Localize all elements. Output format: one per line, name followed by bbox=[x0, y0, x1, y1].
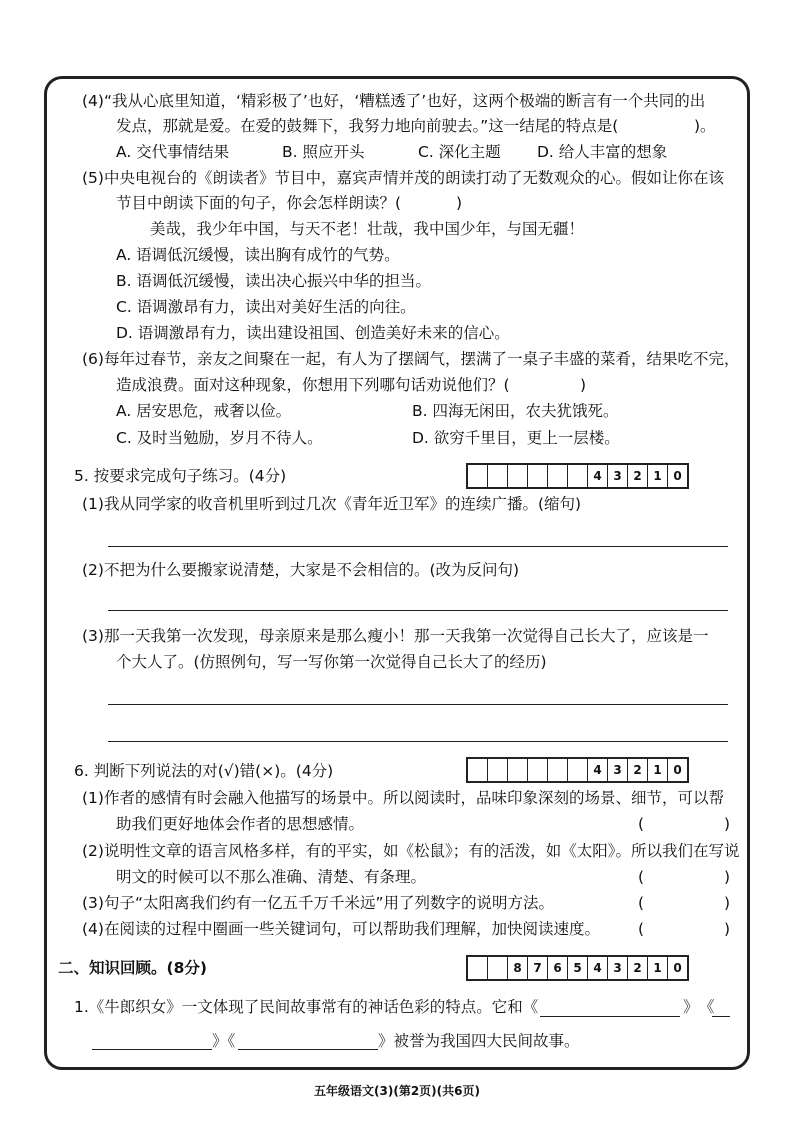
q6-option-c: C. 及时当勉励，岁月不待人。 bbox=[116, 429, 323, 447]
blank-line[interactable] bbox=[92, 1049, 212, 1050]
q6-score-box bbox=[466, 757, 689, 783]
q4-option-b: B. 照应开头 bbox=[282, 143, 365, 161]
section2-q1-line2-end: 》被誉为我国四大民间故事。 bbox=[378, 1032, 580, 1050]
score-cell bbox=[508, 465, 528, 487]
score-cell bbox=[488, 465, 508, 487]
q5-score-box bbox=[466, 463, 689, 489]
q6-item1-paren-open[interactable]: ( bbox=[638, 815, 645, 833]
score-cell: 3 bbox=[608, 759, 628, 781]
q6-item1-line1: (1)作者的感情有时会融入他描写的场景中。所以阅读时，品味印象深刻的场景、细节，可以帮 bbox=[82, 789, 724, 807]
score-cell: 3 bbox=[608, 957, 628, 979]
q4-text-line2: 发点，那就是爱。在爱的鼓舞下，我努力地向前驶去。”这一结尾的特点是( bbox=[116, 117, 619, 135]
score-cell bbox=[528, 759, 548, 781]
q5-text-line1: (5)中央电视台的《朗读者》节目中，嘉宾声情并茂的朗读打动了无数观众的心。假如让你在该 bbox=[82, 169, 724, 187]
q6-option-d: D. 欲穷千里目，更上一层楼。 bbox=[412, 429, 620, 447]
score-cell bbox=[528, 465, 548, 487]
section2-q1-brackets: 》《 bbox=[212, 1032, 236, 1050]
q6-option-b: B. 四海无闲田，农夫犹饿死。 bbox=[412, 402, 619, 420]
score-cell bbox=[548, 465, 568, 487]
page-footer: 五年级语文(3)(第2页)(共6页) bbox=[314, 1084, 480, 1098]
score-cell: 4 bbox=[588, 465, 608, 487]
score-cell bbox=[488, 759, 508, 781]
blank-line[interactable] bbox=[540, 1016, 680, 1017]
q6-item2-paren-open[interactable]: ( bbox=[638, 868, 645, 886]
score-cell: 5 bbox=[568, 957, 588, 979]
q6-item1-line2: 助我们更好地体会作者的思想感情。 bbox=[116, 815, 365, 833]
section2-score-box bbox=[466, 955, 689, 981]
section2-q1-line1: 1.《牛郎织女》一文体现了民间故事常有的神话色彩的特点。它和《 bbox=[74, 998, 539, 1016]
section2-q1-bracket-close: 》 bbox=[683, 998, 699, 1016]
q5-option-a: A. 语调低沉缓慢，读出胸有成竹的气势。 bbox=[116, 246, 400, 264]
score-cell: 7 bbox=[528, 957, 548, 979]
q6-item4-paren-close: ) bbox=[724, 920, 731, 938]
score-cell: 4 bbox=[588, 759, 608, 781]
score-cell bbox=[508, 759, 528, 781]
q5-option-d: D. 语调激昂有力，读出建设祖国、创造美好未来的信心。 bbox=[116, 324, 510, 342]
score-cell: 2 bbox=[628, 465, 648, 487]
score-cell bbox=[468, 957, 488, 979]
q5-option-b: B. 语调低沉缓慢，读出决心振兴中华的担当。 bbox=[116, 272, 431, 290]
q4-text-line1: (4)“我从心底里知道，‘精彩极了’也好，‘糟糕透了’也好，这两个极端的断言有一个共同的出 bbox=[82, 92, 706, 110]
q6-item2-line1: (2)说明性文章的语言风格多样，有的平实，如《松鼠》；有的活泼，如《太阳》。所以我们在写说 bbox=[82, 842, 740, 860]
q5-item1: (1)我从同学家的收音机里听到过几次《青年近卫军》的连续广播。(缩句) bbox=[82, 495, 582, 513]
score-cell bbox=[568, 465, 588, 487]
q6-answer-paren-close: ) bbox=[580, 376, 587, 394]
answer-line[interactable] bbox=[108, 610, 728, 611]
q5-answer-paren-close: ) bbox=[456, 194, 463, 212]
q5-quote: 美哉，我少年中国，与天不老！壮哉，我中国少年，与国无疆！ bbox=[150, 220, 585, 238]
score-cell bbox=[548, 759, 568, 781]
q6-section-title: 6. 判断下列说法的对(√)错(×)。(4分) bbox=[74, 762, 334, 780]
q4-option-c: C. 深化主题 bbox=[418, 143, 501, 161]
q6-text-line2: 造成浪费。面对这种现象，你想用下列哪句话劝说他们？( bbox=[116, 376, 510, 394]
q5-item3-line2: 个大人了。(仿照例句，写一写你第一次觉得自己长大了的经历) bbox=[116, 653, 547, 671]
q4-answer-paren-close: )。 bbox=[694, 117, 716, 135]
q6-item3-paren-open[interactable]: ( bbox=[638, 894, 645, 912]
score-cell: 6 bbox=[548, 957, 568, 979]
q6-item2-line2: 明文的时候可以不那么准确、清楚、有条理。 bbox=[116, 868, 427, 886]
score-cell: 2 bbox=[628, 759, 648, 781]
score-cell: 0 bbox=[673, 469, 682, 483]
score-cell bbox=[468, 759, 488, 781]
q5-item3-line1: (3)那一天我第一次发现，母亲原来是那么瘦小！那一天我第一次觉得自己长大了，应该是一 bbox=[82, 627, 709, 645]
q6-option-a: A. 居安思危，戒奢以俭。 bbox=[116, 402, 292, 420]
answer-line[interactable] bbox=[108, 546, 728, 547]
blank-line[interactable] bbox=[712, 1016, 730, 1017]
blank-line[interactable] bbox=[238, 1049, 378, 1050]
score-cell: 0 bbox=[673, 763, 682, 777]
answer-line[interactable] bbox=[108, 704, 728, 705]
score-cell: 3 bbox=[608, 465, 628, 487]
q5-section-title: 5. 按要求完成句子练习。(4分) bbox=[74, 467, 287, 485]
q6-item2-paren-close: ) bbox=[724, 868, 731, 886]
q5-option-c: C. 语调激昂有力，读出对美好生活的向往。 bbox=[116, 298, 416, 316]
q4-option-d: D. 给人丰富的想象 bbox=[537, 143, 668, 161]
score-cell: 1 bbox=[648, 465, 668, 487]
score-cell bbox=[568, 759, 588, 781]
q6-item4: (4)在阅读的过程中圈画一些关键词句，可以帮助我们理解，加快阅读速度。 bbox=[82, 920, 600, 938]
score-cell: 2 bbox=[628, 957, 648, 979]
score-cell bbox=[488, 957, 508, 979]
score-cell: 4 bbox=[588, 957, 608, 979]
score-cell: 0 bbox=[673, 961, 682, 975]
q4-option-a: A. 交代事情结果 bbox=[116, 143, 230, 161]
answer-line[interactable] bbox=[108, 741, 728, 742]
q6-item3-paren-close: ) bbox=[724, 894, 731, 912]
score-cell bbox=[468, 465, 488, 487]
score-cell: 8 bbox=[508, 957, 528, 979]
score-cell: 1 bbox=[648, 957, 668, 979]
q5-item2: (2)不把为什么要搬家说清楚，大家是不会相信的。(改为反问句) bbox=[82, 561, 520, 579]
score-cell: 1 bbox=[648, 759, 668, 781]
q6-text-line1: (6)每年过春节，亲友之间聚在一起，有人为了摆阔气，摆满了一桌子丰盛的菜肴，结果吃不完， bbox=[82, 350, 740, 368]
q6-item1-paren-close: ) bbox=[724, 815, 731, 833]
q6-item3: (3)句子“太阳离我们约有一亿五千万千米远”用了列数字的说明方法。 bbox=[82, 894, 555, 912]
q5-text-line2: 节目中朗读下面的句子，你会怎样朗读？( bbox=[116, 194, 402, 212]
section2-title: 二、知识回顾。(8分) bbox=[58, 959, 207, 977]
section2-q1-bracket-open: 《 bbox=[699, 998, 715, 1016]
q6-item4-paren-open[interactable]: ( bbox=[638, 920, 645, 938]
